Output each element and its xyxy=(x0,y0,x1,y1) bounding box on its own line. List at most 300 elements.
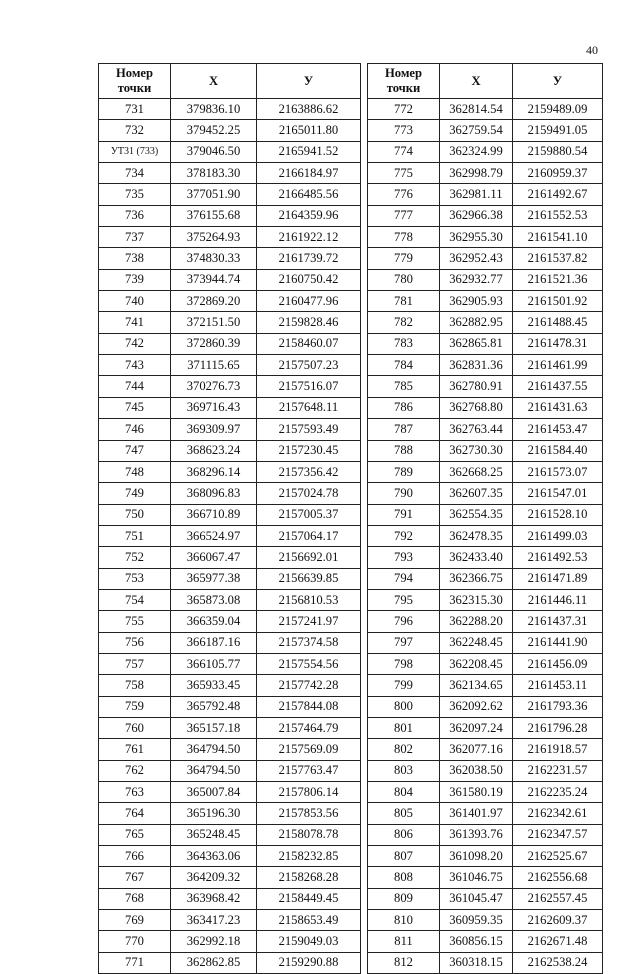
x-cell: 375264.93 xyxy=(171,227,257,248)
table-row xyxy=(99,696,361,717)
x-cell: 360856.15 xyxy=(440,931,513,952)
table-row xyxy=(368,504,603,525)
table-row xyxy=(368,227,603,248)
point-number-cell: 747 xyxy=(99,440,171,461)
table-row xyxy=(368,397,603,418)
y-cell: 2161437.31 xyxy=(513,611,603,632)
table-row xyxy=(99,568,361,589)
y-cell: 2162342.61 xyxy=(513,803,603,824)
y-cell: 2161922.12 xyxy=(257,227,361,248)
x-cell: 361580.19 xyxy=(440,782,513,803)
table-row xyxy=(368,910,603,931)
y-cell: 2166485.56 xyxy=(257,184,361,205)
point-number-cell: 731 xyxy=(99,99,171,120)
x-cell: 362092.62 xyxy=(440,696,513,717)
point-number-cell: 760 xyxy=(99,717,171,738)
y-cell: 2158449.45 xyxy=(257,888,361,909)
table-row xyxy=(368,141,603,162)
y-cell: 2158653.49 xyxy=(257,910,361,931)
x-cell: 362998.79 xyxy=(440,163,513,184)
point-number-cell: 788 xyxy=(368,440,440,461)
point-number-cell: 751 xyxy=(99,525,171,546)
y-cell: 2161499.03 xyxy=(513,525,603,546)
table-row xyxy=(368,248,603,269)
table-row xyxy=(368,440,603,461)
x-cell: 362134.65 xyxy=(440,675,513,696)
table-row xyxy=(368,99,603,120)
point-number-cell: 771 xyxy=(99,952,171,973)
x-cell: 362248.45 xyxy=(440,632,513,653)
table-row xyxy=(99,888,361,909)
table-row xyxy=(368,952,603,973)
point-number-cell: 750 xyxy=(99,504,171,525)
point-number-cell: 783 xyxy=(368,333,440,354)
y-cell: 2158232.85 xyxy=(257,846,361,867)
y-cell: 2156639.85 xyxy=(257,568,361,589)
y-cell: 2161441.90 xyxy=(513,632,603,653)
x-cell: 362607.35 xyxy=(440,483,513,504)
table-row xyxy=(99,525,361,546)
table-row xyxy=(99,205,361,226)
point-number-cell: 769 xyxy=(99,910,171,931)
y-cell: 2157005.37 xyxy=(257,504,361,525)
table-row xyxy=(368,525,603,546)
y-cell: 2157374.58 xyxy=(257,632,361,653)
table-header-row xyxy=(99,64,361,99)
point-number-cell: 778 xyxy=(368,227,440,248)
table-row xyxy=(99,632,361,653)
table-row xyxy=(99,248,361,269)
table-row xyxy=(368,376,603,397)
header-point-number xyxy=(368,64,440,99)
header-point-number xyxy=(99,64,171,99)
x-cell: 362882.95 xyxy=(440,312,513,333)
x-cell: 365248.45 xyxy=(171,824,257,845)
y-cell: 2157569.09 xyxy=(257,739,361,760)
y-cell: 2161584.40 xyxy=(513,440,603,461)
y-cell: 2157554.56 xyxy=(257,653,361,674)
point-number-cell: 803 xyxy=(368,760,440,781)
x-cell: 362668.25 xyxy=(440,461,513,482)
point-number-cell: 759 xyxy=(99,696,171,717)
y-cell: 2157844.08 xyxy=(257,696,361,717)
x-cell: 363968.42 xyxy=(171,888,257,909)
table-row xyxy=(368,931,603,952)
table-row xyxy=(368,739,603,760)
y-cell: 2157806.14 xyxy=(257,782,361,803)
table-row xyxy=(99,440,361,461)
table-row xyxy=(99,547,361,568)
x-cell: 362768.80 xyxy=(440,397,513,418)
point-number-cell: 794 xyxy=(368,568,440,589)
point-number-cell: 806 xyxy=(368,824,440,845)
point-number-cell: 787 xyxy=(368,419,440,440)
y-cell: 2162609.37 xyxy=(513,910,603,931)
x-cell: 368296.14 xyxy=(171,461,257,482)
point-number-cell: 743 xyxy=(99,355,171,376)
y-cell: 2162235.24 xyxy=(513,782,603,803)
table-row xyxy=(99,376,361,397)
x-cell: 374830.33 xyxy=(171,248,257,269)
y-cell: 2157763.47 xyxy=(257,760,361,781)
point-number-cell: 766 xyxy=(99,846,171,867)
point-number-cell: 804 xyxy=(368,782,440,803)
y-cell: 2162231.57 xyxy=(513,760,603,781)
point-number-cell: 786 xyxy=(368,397,440,418)
x-cell: 362038.50 xyxy=(440,760,513,781)
table-row xyxy=(368,653,603,674)
point-number-cell: 753 xyxy=(99,568,171,589)
y-cell: 2162525.67 xyxy=(513,846,603,867)
table-row xyxy=(368,461,603,482)
y-cell: 2158460.07 xyxy=(257,333,361,354)
table-row xyxy=(99,419,361,440)
x-cell: 365196.30 xyxy=(171,803,257,824)
point-number-cell: 807 xyxy=(368,846,440,867)
table-row xyxy=(99,141,361,162)
table-row xyxy=(368,120,603,141)
x-cell: 379046.50 xyxy=(171,141,257,162)
header-x: X xyxy=(171,64,257,99)
x-cell: 362077.16 xyxy=(440,739,513,760)
point-number-cell: 795 xyxy=(368,589,440,610)
y-cell: 2160477.96 xyxy=(257,291,361,312)
point-number-cell: 757 xyxy=(99,653,171,674)
y-cell: 2159880.54 xyxy=(513,141,603,162)
y-cell: 2162538.24 xyxy=(513,952,603,973)
point-number-cell: 741 xyxy=(99,312,171,333)
x-cell: 362097.24 xyxy=(440,717,513,738)
table-row xyxy=(99,824,361,845)
x-cell: 362759.54 xyxy=(440,120,513,141)
point-number-cell: 735 xyxy=(99,184,171,205)
y-cell: 2161547.01 xyxy=(513,483,603,504)
point-number-cell: 745 xyxy=(99,397,171,418)
x-cell: 365157.18 xyxy=(171,717,257,738)
y-cell: 2161793.36 xyxy=(513,696,603,717)
point-number-cell: 809 xyxy=(368,888,440,909)
point-number-cell: 789 xyxy=(368,461,440,482)
table-row xyxy=(368,419,603,440)
x-cell: 369716.43 xyxy=(171,397,257,418)
x-cell: 365007.84 xyxy=(171,782,257,803)
table-row xyxy=(99,227,361,248)
table-row xyxy=(368,568,603,589)
x-cell: 362862.85 xyxy=(171,952,257,973)
y-cell: 2161456.09 xyxy=(513,653,603,674)
x-cell: 362208.45 xyxy=(440,653,513,674)
table-row xyxy=(99,611,361,632)
x-cell: 365873.08 xyxy=(171,589,257,610)
table-row xyxy=(99,675,361,696)
point-number-cell: 739 xyxy=(99,269,171,290)
y-cell: 2156810.53 xyxy=(257,589,361,610)
x-cell: 362905.93 xyxy=(440,291,513,312)
x-cell: 362814.54 xyxy=(440,99,513,120)
y-cell: 2157507.23 xyxy=(257,355,361,376)
table-row xyxy=(368,355,603,376)
table-row xyxy=(99,291,361,312)
table-row xyxy=(368,803,603,824)
point-number-cell: 767 xyxy=(99,867,171,888)
x-cell: 376155.68 xyxy=(171,205,257,226)
y-cell: 2161453.47 xyxy=(513,419,603,440)
y-cell: 2161573.07 xyxy=(513,461,603,482)
x-cell: 362366.75 xyxy=(440,568,513,589)
y-cell: 2162671.48 xyxy=(513,931,603,952)
x-cell: 369309.97 xyxy=(171,419,257,440)
y-cell: 2158078.78 xyxy=(257,824,361,845)
table-row xyxy=(368,846,603,867)
point-number-cell: 772 xyxy=(368,99,440,120)
table-row xyxy=(368,163,603,184)
point-number-cell: 752 xyxy=(99,547,171,568)
table-row xyxy=(368,291,603,312)
x-cell: 366524.97 xyxy=(171,525,257,546)
table-row xyxy=(99,120,361,141)
point-number-cell: 754 xyxy=(99,589,171,610)
point-number-cell: 770 xyxy=(99,931,171,952)
x-cell: 371115.65 xyxy=(171,355,257,376)
point-number-cell: 777 xyxy=(368,205,440,226)
table-row xyxy=(99,312,361,333)
coordinates-table-right xyxy=(367,63,603,974)
point-number-cell: 742 xyxy=(99,333,171,354)
y-cell: 2161918.57 xyxy=(513,739,603,760)
point-number-cell: 775 xyxy=(368,163,440,184)
y-cell: 2157742.28 xyxy=(257,675,361,696)
x-cell: 372860.39 xyxy=(171,333,257,354)
x-cell: 366105.77 xyxy=(171,653,257,674)
x-cell: 373944.74 xyxy=(171,269,257,290)
x-cell: 365977.38 xyxy=(171,568,257,589)
point-number-cell: 784 xyxy=(368,355,440,376)
header-point-line1: Номер xyxy=(115,66,154,80)
table-row xyxy=(99,760,361,781)
x-cell: 360959.35 xyxy=(440,910,513,931)
table-row xyxy=(368,205,603,226)
point-number-cell: 744 xyxy=(99,376,171,397)
point-number-cell: 768 xyxy=(99,888,171,909)
point-number-cell: 763 xyxy=(99,782,171,803)
x-cell: 362315.30 xyxy=(440,589,513,610)
y-cell: 2161492.53 xyxy=(513,547,603,568)
table-row xyxy=(99,589,361,610)
x-cell: 362763.44 xyxy=(440,419,513,440)
table-row xyxy=(368,760,603,781)
point-number-cell: 764 xyxy=(99,803,171,824)
y-cell: 2157516.07 xyxy=(257,376,361,397)
x-cell: 368623.24 xyxy=(171,440,257,461)
x-cell: 368096.83 xyxy=(171,483,257,504)
x-cell: 366187.16 xyxy=(171,632,257,653)
x-cell: 361393.76 xyxy=(440,824,513,845)
x-cell: 362865.81 xyxy=(440,333,513,354)
header-point-line2: точки xyxy=(117,81,152,95)
x-cell: 364794.50 xyxy=(171,739,257,760)
y-cell: 2161521.36 xyxy=(513,269,603,290)
point-number-cell: 797 xyxy=(368,632,440,653)
x-cell: 362433.40 xyxy=(440,547,513,568)
x-cell: 366067.47 xyxy=(171,547,257,568)
x-cell: 362780.91 xyxy=(440,376,513,397)
y-cell: 2157024.78 xyxy=(257,483,361,504)
table-row xyxy=(368,717,603,738)
table-row xyxy=(99,910,361,931)
point-number-cell: 746 xyxy=(99,419,171,440)
header-x: X xyxy=(440,64,513,99)
y-cell: 2161528.10 xyxy=(513,504,603,525)
table-row xyxy=(99,653,361,674)
point-number-cell: 802 xyxy=(368,739,440,760)
point-number-cell: 773 xyxy=(368,120,440,141)
point-number-cell: 799 xyxy=(368,675,440,696)
y-cell: 2161471.89 xyxy=(513,568,603,589)
point-number-cell: 793 xyxy=(368,547,440,568)
point-number-cell: 792 xyxy=(368,525,440,546)
table-row xyxy=(99,483,361,504)
y-cell: 2157356.42 xyxy=(257,461,361,482)
point-number-cell: 734 xyxy=(99,163,171,184)
point-number-cell: 805 xyxy=(368,803,440,824)
y-cell: 2157064.17 xyxy=(257,525,361,546)
table-row xyxy=(99,333,361,354)
x-cell: 362478.35 xyxy=(440,525,513,546)
point-number-cell: 740 xyxy=(99,291,171,312)
y-cell: 2160959.37 xyxy=(513,163,603,184)
x-cell: 361098.20 xyxy=(440,846,513,867)
y-cell: 2157593.49 xyxy=(257,419,361,440)
point-number-cell: 756 xyxy=(99,632,171,653)
table-row xyxy=(368,867,603,888)
y-cell: 2157853.56 xyxy=(257,803,361,824)
y-cell: 2161541.10 xyxy=(513,227,603,248)
table-row xyxy=(99,184,361,205)
table-row xyxy=(368,547,603,568)
x-cell: 361046.75 xyxy=(440,867,513,888)
point-number-cell: 758 xyxy=(99,675,171,696)
point-number-cell: 755 xyxy=(99,611,171,632)
y-cell: 2161488.45 xyxy=(513,312,603,333)
y-cell: 2159491.05 xyxy=(513,120,603,141)
table-row xyxy=(368,824,603,845)
table-row xyxy=(368,184,603,205)
y-cell: 2162347.57 xyxy=(513,824,603,845)
point-number-cell: 749 xyxy=(99,483,171,504)
table-row xyxy=(368,269,603,290)
y-cell: 2165941.52 xyxy=(257,141,361,162)
point-number-cell: 808 xyxy=(368,867,440,888)
x-cell: 361401.97 xyxy=(440,803,513,824)
table-row xyxy=(99,397,361,418)
y-cell: 2161796.28 xyxy=(513,717,603,738)
point-number-cell: 782 xyxy=(368,312,440,333)
point-number-cell: 812 xyxy=(368,952,440,973)
y-cell: 2156692.01 xyxy=(257,547,361,568)
table-row xyxy=(99,867,361,888)
y-cell: 2162557.45 xyxy=(513,888,603,909)
x-cell: 362554.35 xyxy=(440,504,513,525)
point-number-cell: 748 xyxy=(99,461,171,482)
header-point-line1: Номер xyxy=(384,66,423,80)
point-number-cell: 776 xyxy=(368,184,440,205)
y-cell: 2161501.92 xyxy=(513,291,603,312)
x-cell: 362831.36 xyxy=(440,355,513,376)
x-cell: 362966.38 xyxy=(440,205,513,226)
table-row xyxy=(99,952,361,973)
y-cell: 2163886.62 xyxy=(257,99,361,120)
x-cell: 366359.04 xyxy=(171,611,257,632)
table-header-row xyxy=(368,64,603,99)
table-row xyxy=(368,888,603,909)
y-cell: 2161492.67 xyxy=(513,184,603,205)
x-cell: 364209.32 xyxy=(171,867,257,888)
point-number-cell: 798 xyxy=(368,653,440,674)
y-cell: 2161478.31 xyxy=(513,333,603,354)
point-number-cell: УТ31 (733) xyxy=(99,141,171,162)
point-number-cell: 737 xyxy=(99,227,171,248)
x-cell: 364363.06 xyxy=(171,846,257,867)
y-cell: 2159828.46 xyxy=(257,312,361,333)
y-cell: 2161431.63 xyxy=(513,397,603,418)
y-cell: 2161437.55 xyxy=(513,376,603,397)
x-cell: 362324.99 xyxy=(440,141,513,162)
table-row xyxy=(368,675,603,696)
point-number-cell: 780 xyxy=(368,269,440,290)
y-cell: 2160750.42 xyxy=(257,269,361,290)
x-cell: 366710.89 xyxy=(171,504,257,525)
x-cell: 379452.25 xyxy=(171,120,257,141)
point-number-cell: 785 xyxy=(368,376,440,397)
table-row xyxy=(99,163,361,184)
point-number-cell: 810 xyxy=(368,910,440,931)
table-row xyxy=(368,611,603,632)
x-cell: 365933.45 xyxy=(171,675,257,696)
y-cell: 2165011.80 xyxy=(257,120,361,141)
table-row xyxy=(368,333,603,354)
table-row xyxy=(99,504,361,525)
x-cell: 372869.20 xyxy=(171,291,257,312)
table-row xyxy=(99,99,361,120)
table-row xyxy=(368,483,603,504)
x-cell: 362288.20 xyxy=(440,611,513,632)
table-row xyxy=(99,355,361,376)
x-cell: 363417.23 xyxy=(171,910,257,931)
table-row xyxy=(99,717,361,738)
y-cell: 2166184.97 xyxy=(257,163,361,184)
coordinates-table-left xyxy=(98,63,361,974)
x-cell: 372151.50 xyxy=(171,312,257,333)
table-row xyxy=(368,632,603,653)
y-cell: 2161461.99 xyxy=(513,355,603,376)
y-cell: 2159049.03 xyxy=(257,931,361,952)
y-cell: 2161446.11 xyxy=(513,589,603,610)
point-number-cell: 811 xyxy=(368,931,440,952)
x-cell: 365792.48 xyxy=(171,696,257,717)
header-point-line2: точки xyxy=(386,81,421,95)
y-cell: 2157464.79 xyxy=(257,717,361,738)
x-cell: 362955.30 xyxy=(440,227,513,248)
table-row xyxy=(99,461,361,482)
y-cell: 2157230.45 xyxy=(257,440,361,461)
point-number-cell: 800 xyxy=(368,696,440,717)
point-number-cell: 774 xyxy=(368,141,440,162)
point-number-cell: 738 xyxy=(99,248,171,269)
x-cell: 364794.50 xyxy=(171,760,257,781)
table-row xyxy=(368,782,603,803)
point-number-cell: 762 xyxy=(99,760,171,781)
y-cell: 2157648.11 xyxy=(257,397,361,418)
